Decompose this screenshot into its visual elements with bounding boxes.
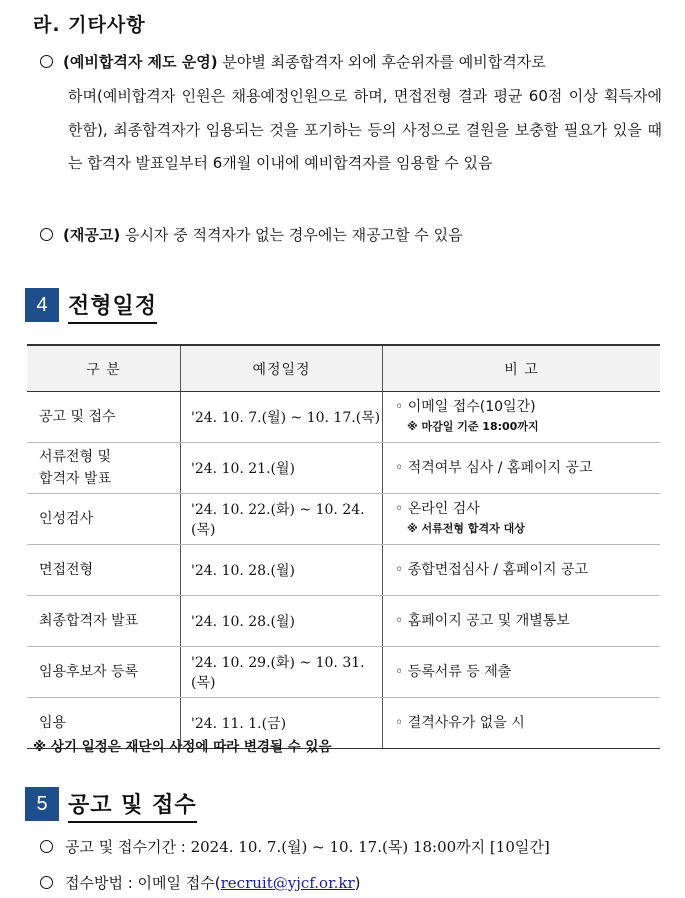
apply-method-label: 접수방법 : 이메일 접수( xyxy=(65,874,221,892)
note-text: ◦ 온라인 검사 xyxy=(395,501,480,517)
bullet-continuation: 하며(예비합격자 인원은 채용예정인원으로 하며, 면접전형 결과 평균 60점 이상 획득자에 한함), 최종합격자가 임용되는 것을 포기하는 등의 사정으로 결원을 보충할 필요가 있을 때는 합격자 발표일부터 6개월 이내에 예비합격자를 임용할 수 있음 xyxy=(68,87,662,172)
schedule-table xyxy=(27,344,660,749)
table-row xyxy=(27,443,660,494)
table-header-row xyxy=(27,345,660,392)
date-cell: '24. 10. 22.(화) ~ 10. 24.(목) xyxy=(181,494,383,545)
date-cell: '24. 10. 7.(월) ~ 10. 17.(목) xyxy=(181,392,383,443)
circle-bullet-icon xyxy=(40,840,53,853)
header-date: 예정일정 xyxy=(181,345,383,392)
bullet-text: 분야별 최종합격자 외에 후순위자를 예비합격자로 xyxy=(217,53,546,71)
table-row xyxy=(27,494,660,545)
apply-period-value: 2024. 10. 7.(월) ~ 10. 17.(목) 18:00까지 [10일간] xyxy=(190,838,550,856)
table-row xyxy=(27,545,660,596)
note-cell xyxy=(383,392,661,443)
stage-cell: 임용후보자 등록 xyxy=(27,647,181,698)
apply-method-close: ) xyxy=(354,874,361,892)
date-cell: '24. 11. 1.(금) xyxy=(181,698,383,749)
section-title-schedule: 전형일정 xyxy=(68,289,157,324)
bullet-text: 응시자 중 적격자가 없는 경우에는 재공고할 수 있음 xyxy=(120,226,463,244)
circle-bullet-icon xyxy=(40,228,53,241)
header-stage: 구 분 xyxy=(27,345,181,392)
stage-cell: 최종합격자 발표 xyxy=(27,596,181,647)
note-cell: ◦ 결격사유가 없을 시 xyxy=(383,698,661,749)
stage-cell: 면접전형 xyxy=(27,545,181,596)
date-cell: '24. 10. 28.(월) xyxy=(181,596,383,647)
header-note: 비 고 xyxy=(383,345,661,392)
schedule-footnote: ※ 상기 일정은 재단의 사정에 따라 변경될 수 있음 xyxy=(33,739,332,755)
note-cell: ◦ 등록서류 등 제출 xyxy=(383,647,661,698)
bullet-label: (예비합격자 제도 운영) xyxy=(63,53,218,71)
bullet-label: (재공고) xyxy=(63,226,121,244)
bullet-re-announcement xyxy=(40,218,665,252)
note-subtext: ※ 마감일 기준 18:00까지 xyxy=(407,420,539,433)
section-title-apply: 공고 및 접수 xyxy=(68,788,197,823)
apply-method xyxy=(40,872,360,893)
stage-cell: 인성검사 xyxy=(27,494,181,545)
table-row xyxy=(27,596,660,647)
note-subtext: ※ 서류전형 합격자 대상 xyxy=(407,522,525,535)
note-cell: ◦ 종합면접심사 / 홈페이지 공고 xyxy=(383,545,661,596)
section-number-badge: 4 xyxy=(25,288,59,322)
section-number-badge: 5 xyxy=(25,787,59,821)
section-heading-ra: 라. 기타사항 xyxy=(33,14,146,36)
table-row xyxy=(27,647,660,698)
stage-cell: 서류전형 및 합격자 발표 xyxy=(27,443,181,494)
apply-period xyxy=(40,836,550,857)
bullet-reserve-candidates xyxy=(40,45,665,79)
apply-period-label: 공고 및 접수기간 : xyxy=(65,838,191,856)
email-link[interactable]: recruit@yjcf.or.kr xyxy=(220,874,355,892)
note-cell xyxy=(383,494,661,545)
date-cell: '24. 10. 29.(화) ~ 10. 31.(목) xyxy=(181,647,383,698)
circle-bullet-icon xyxy=(40,876,53,889)
date-cell: '24. 10. 28.(월) xyxy=(181,545,383,596)
date-cell: '24. 10. 21.(월) xyxy=(181,443,383,494)
stage-cell: 공고 및 접수 xyxy=(27,392,181,443)
circle-bullet-icon xyxy=(40,55,53,68)
stage-cell: 임용 xyxy=(27,698,181,749)
table-row xyxy=(27,392,660,443)
note-cell: ◦ 홈페이지 공고 및 개별통보 xyxy=(383,596,661,647)
note-text: ◦ 이메일 접수(10일간) xyxy=(395,399,536,415)
note-cell: ◦ 적격여부 심사 / 홈페이지 공고 xyxy=(383,443,661,494)
